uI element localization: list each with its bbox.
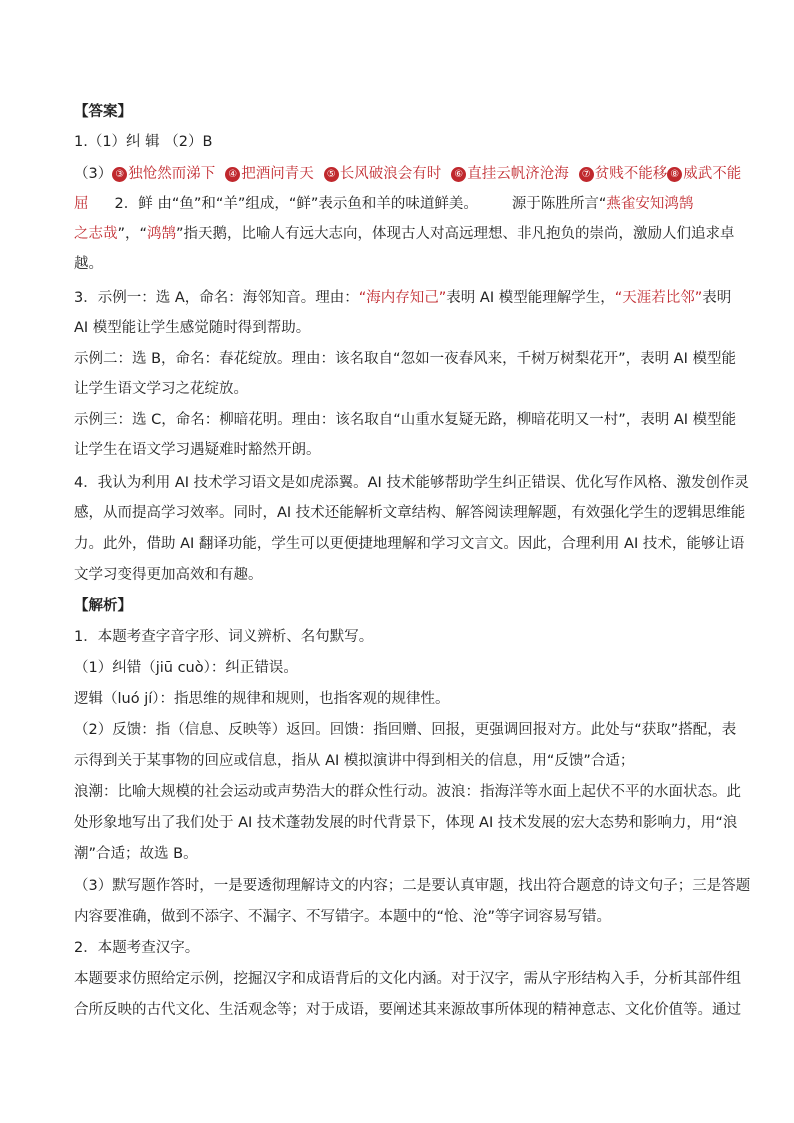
q2-red-quote: 燕雀安知鸿鹄 [606,196,694,212]
q4-line2: 感，从而提高学习效率。同时，AI 技术还能解析文章结构、解答阅读理解题，有效强化学生的逻辑思维能 [74,505,746,521]
q2-line2: 之志哉”，“鸿鹄”指天鹅，比喻人有远大志向，体现古人对高远理想、非凡抱负的崇尚，激励人们追求卓 [74,226,735,242]
circle-number-icon: ⑤ [324,167,339,182]
q3-example2-line1: 示例二：选 B，命名：春花绽放。理由：该名取自“忽如一夜春风来，千树万树梨花开”，表明 AI 模型能 [74,351,736,367]
q4-line3: 力。此外，借助 AI 翻译功能，学生可以更便捷地理解和学习文言文。因此，合理利用 AI 技术，能够让语 [74,536,745,552]
q1-3-item: 直挂云帆济沧海 [467,166,569,182]
analysis-1-2-line1: （2）反馈：指（信息、反映等）返回。回馈：指回赠、回报，更强调回报对方。此处与“获取”搭配，表 [74,722,737,738]
analysis-1-2-line2: 示得到关于某事物的回应或信息，指从 AI 模拟演讲中得到相关的信息，用“反馈”合适； [74,753,635,769]
analysis-header: 【解析】 [74,598,132,614]
analysis-1-2-line5: 潮”合适；故选 B。 [74,846,198,862]
analysis-1-3-line1: （3）默写题作答时，一是要透彻理解诗文的内容；二是要认真审题，找出符合题意的诗文句子；三是答题 [74,878,751,894]
analysis-1-1b: 逻辑（luó jí）：指思维的规律和规则，也指客观的规律性。 [74,691,450,707]
analysis-2: 2．本题考查汉字。 [74,940,200,956]
circle-number-icon: ④ [225,167,240,182]
answer-header: 【答案】 [74,104,132,120]
circle-number-icon: ⑥ [451,167,466,182]
q3-example1-line2: AI 模型能让学生感觉随时得到帮助。 [74,320,311,336]
circle-number-icon: ③ [112,167,127,182]
q4-line1: 4．我认为利用 AI 技术学习语文是如虎添翼。AI 技术能够帮助学生纠正错误、优化写作风格、激发创作灵 [74,475,749,491]
q1-3-item: 贫贱不能移 [594,166,668,182]
q2-line3: 越。 [74,256,103,272]
q3-example1-line1: 3．示例一：选 A，命名：海邻知音。理由：“海内存知己”表明 AI 模型能理解学生，“天涯若比邻”表明 [74,290,732,306]
q1-3-line [74,164,741,184]
analysis-1-3-line2: 内容要准确，做到不添字、不漏字、不写错字。本题中的“怆、沧”等字词容易写错。 [74,909,612,925]
q3-example2-line2: 让学生语文学习之花绽放。 [74,381,248,397]
analysis-1-1: （1）纠错（jiū cuò）：纠正错误。 [74,660,298,676]
analysis-2-line2: 合所反映的古代文化、生活观念等；对于成语，要阐述其来源故事所体现的精神意志、文化价值等。通过 [74,1002,741,1018]
q1-3-item: 长风破浪会有时 [339,166,442,182]
analysis-1-2-line4: 处形象地写出了我们处于 AI 技术蓬勃发展的时代背景下，体现 AI 技术发展的宏大态势和影响力，用“浪 [74,815,738,831]
circle-number-icon: ⑦ [579,167,594,182]
q1-3-tail: 屈 [74,196,89,212]
q1-3-item: 威武不能 [683,166,742,182]
q2-part2: 源于陈胜所言“ [511,196,607,212]
q2-line1 [74,194,693,214]
q4-line4: 文学习变得更加高效和有趣。 [74,567,263,583]
analysis-1: 1．本题考查字音字形、词义辨析、名句默写。 [74,629,374,645]
q1-line1: 1.（1）纠 辑 （2）B [74,134,213,150]
circle-number-icon: ⑧ [667,167,682,182]
q3-example3-line1: 示例三：选 C，命名：柳暗花明。理由：该名取自“山重水复疑无路，柳暗花明又一村”，表明 AI 模型能 [74,412,737,428]
q3-example3-line2: 让学生在语文学习遇疑难时豁然开朗。 [74,442,321,458]
q1-3-item: 独怆然而涕下 [128,166,216,182]
q2-part1: 2．鲜 由“鱼”和“羊”组成，“鲜”表示鱼和羊的味道鲜美。 [114,196,478,212]
analysis-2-line1: 本题要求仿照给定示例，挖掘汉字和成语背后的文化内涵。对于汉字，需从字形结构入手，分析其部件组 [74,971,741,987]
q1-3-prefix: （3） [74,166,113,182]
analysis-1-2-line3: 浪潮：比喻大规模的社会运动或声势浩大的群众性行动。波浪：指海洋等水面上起伏不平的水面状态。此 [74,784,741,800]
q1-3-item: 把酒问青天 [241,166,314,182]
